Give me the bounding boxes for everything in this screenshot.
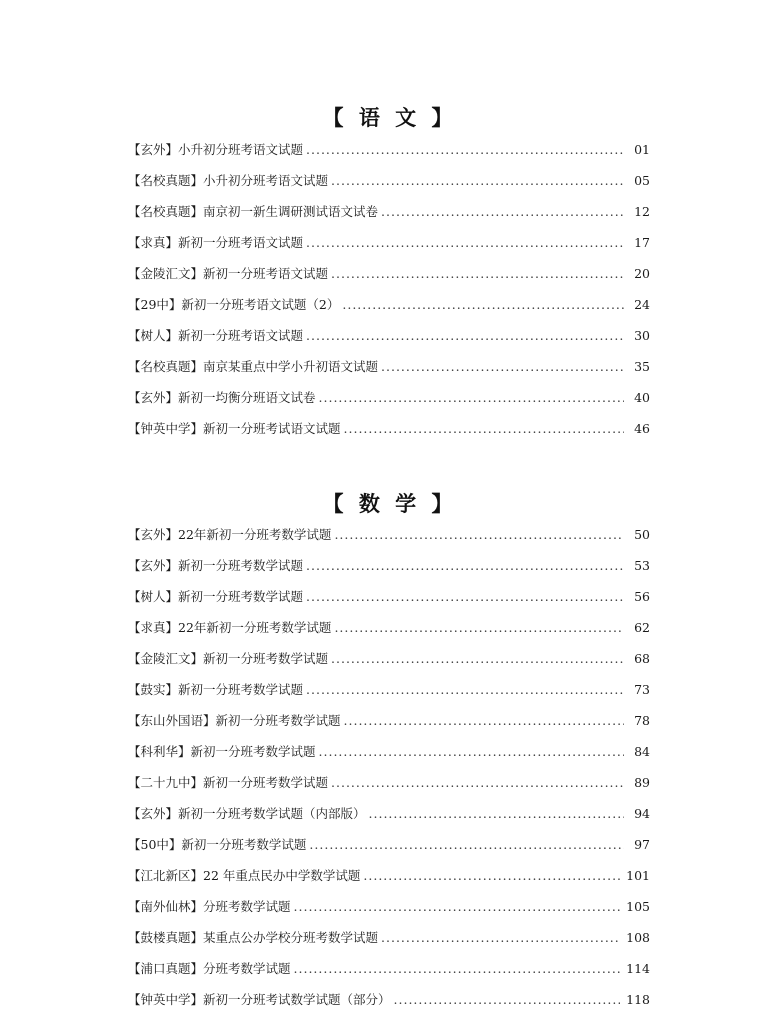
section-heading-math: 【 数 学 】: [322, 492, 457, 516]
toc-entry-source: 【钟英中学】: [128, 421, 204, 436]
toc-entry-title: 南京某重点中学小升初语文试题: [203, 359, 379, 374]
toc-entry-source: 【科利华】: [128, 744, 191, 759]
toc-entry: [128, 419, 650, 450]
toc-entry-page-number: 68: [634, 651, 650, 666]
toc-entry-title: 小升初分班考语文试题: [203, 173, 329, 188]
toc-entry-page-number: 105: [626, 899, 650, 914]
toc-entry-source: 【50中】: [128, 837, 182, 852]
toc-entry-page-number: 89: [634, 775, 650, 790]
toc-entry-title: 新初一分班考数学试题: [190, 744, 316, 759]
toc-dot-leader: [319, 744, 624, 759]
toc-entry: [128, 897, 650, 928]
toc-entry-source: 【鼓实】: [128, 682, 179, 697]
toc-entry-title: 新初一分班考数学试题: [181, 837, 307, 852]
toc-dot-leader: [344, 421, 624, 436]
toc-entry-source: 【江北新区】: [128, 868, 204, 883]
toc-dot-leader: [331, 651, 624, 666]
toc-entry: [128, 773, 650, 804]
toc-dot-leader: [306, 142, 624, 157]
toc-entry: [128, 295, 650, 326]
toc-dot-leader: [331, 173, 624, 188]
toc-entry-page-number: 84: [634, 744, 650, 759]
toc-entry-page-number: 97: [634, 837, 650, 852]
toc-dot-leader: [381, 359, 624, 374]
toc-dot-leader: [294, 961, 621, 976]
toc-entry-source: 【二十九中】: [128, 775, 204, 790]
toc-entry-page-number: 53: [634, 558, 650, 573]
toc-entry-page-number: 01: [634, 142, 650, 157]
toc-entry-source: 【名校真题】: [128, 359, 204, 374]
toc-entry: [128, 202, 650, 233]
toc-dot-leader: [381, 204, 624, 219]
toc-dot-leader: [309, 837, 624, 852]
toc-entry: [128, 649, 650, 680]
toc-entry-title: 22年新初一分班考数学试题: [178, 620, 332, 635]
toc-entry: [128, 990, 650, 1021]
toc-entry: [128, 618, 650, 649]
toc-entry-title: 新初一分班考数学试题: [215, 713, 341, 728]
toc-entry-source: 【29中】: [128, 297, 182, 312]
toc-entry-title: 22 年重点民办中学数学试题: [203, 868, 361, 883]
toc-entry-page-number: 94: [634, 806, 650, 821]
toc-entry: [128, 711, 650, 742]
toc-entry-title: 分班考数学试题: [203, 961, 291, 976]
toc-dot-leader: [306, 235, 624, 250]
toc-entry: [128, 835, 650, 866]
toc-dot-leader: [363, 868, 620, 883]
toc-entry-source: 【玄外】: [128, 390, 179, 405]
toc-entry-title: 分班考数学试题: [203, 899, 291, 914]
toc-entry: [128, 959, 650, 990]
toc-entry-page-number: 12: [634, 204, 650, 219]
section-heading-chinese: 【 语 文 】: [322, 106, 457, 130]
toc-entry-source: 【金陵汇文】: [128, 266, 204, 281]
toc-entry-title: 新初一分班考数学试题（内部版）: [178, 806, 366, 821]
toc-entry-title: 新初一分班考试语文试题: [203, 421, 341, 436]
toc-entry-title: 新初一分班考试数学试题（部分）: [203, 992, 391, 1007]
toc-entry-title: 新初一分班考语文试题: [203, 266, 329, 281]
toc-entry-source: 【名校真题】: [128, 204, 204, 219]
toc-entry-source: 【玄外】: [128, 142, 179, 157]
toc-entry: [128, 388, 650, 419]
toc-dot-leader: [294, 899, 621, 914]
toc-entry: [128, 525, 650, 556]
toc-entry-page-number: 62: [634, 620, 650, 635]
toc-dot-leader: [319, 390, 624, 405]
toc-entry-title: 新初一分班考语文试题: [178, 235, 304, 250]
toc-entry: [128, 357, 650, 388]
toc-entry-source: 【南外仙林】: [128, 899, 204, 914]
toc-entry-page-number: 78: [634, 713, 650, 728]
toc-entry: [128, 680, 650, 711]
toc-entry-source: 【树人】: [128, 328, 179, 343]
toc-entry-source: 【树人】: [128, 589, 179, 604]
toc-entry-page-number: 73: [634, 682, 650, 697]
toc-entry-title: 南京初一新生调研测试语文试卷: [203, 204, 379, 219]
toc-list-chinese: [128, 140, 650, 450]
toc-dot-leader: [331, 266, 624, 281]
toc-entry-page-number: 50: [634, 527, 650, 542]
toc-dot-leader: [331, 775, 624, 790]
toc-entry-page-number: 35: [634, 359, 650, 374]
toc-entry-page-number: 05: [634, 173, 650, 188]
toc-dot-leader: [394, 992, 621, 1007]
toc-dot-leader: [369, 806, 624, 821]
toc-entry-title: 新初一分班考数学试题: [178, 558, 304, 573]
toc-entry-page-number: 24: [634, 297, 650, 312]
toc-entry-source: 【求真】: [128, 620, 179, 635]
toc-entry-source: 【求真】: [128, 235, 179, 250]
toc-entry-page-number: 114: [626, 961, 650, 976]
toc-entry: [128, 928, 650, 959]
toc-entry-source: 【东山外国语】: [128, 713, 216, 728]
toc-entry-source: 【名校真题】: [128, 173, 204, 188]
toc-entry: [128, 140, 650, 171]
toc-entry-title: 某重点公办学校分班考数学试题: [203, 930, 379, 945]
toc-entry-page-number: 20: [634, 266, 650, 281]
toc-entry-title: 新初一分班考语文试题（2）: [181, 297, 340, 312]
toc-dot-leader: [344, 713, 624, 728]
toc-entry-source: 【玄外】: [128, 527, 179, 542]
toc-entry-source: 【钟英中学】: [128, 992, 204, 1007]
toc-entry: [128, 171, 650, 202]
toc-entry-page-number: 46: [634, 421, 650, 436]
toc-entry-title: 小升初分班考语文试题: [178, 142, 304, 157]
toc-entry-page-number: 101: [626, 868, 650, 883]
toc-entry: [128, 326, 650, 357]
toc-dot-leader: [306, 328, 624, 343]
toc-entry-title: 新初一均衡分班语文试卷: [178, 390, 316, 405]
toc-entry: [128, 556, 650, 587]
toc-entry-page-number: 56: [634, 589, 650, 604]
toc-dot-leader: [381, 930, 620, 945]
toc-entry: [128, 233, 650, 264]
toc-entry-page-number: 17: [634, 235, 650, 250]
toc-entry-source: 【金陵汇文】: [128, 651, 204, 666]
toc-entry-page-number: 108: [626, 930, 650, 945]
toc-dot-leader: [306, 558, 624, 573]
toc-entry: [128, 264, 650, 295]
toc-dot-leader: [306, 682, 624, 697]
toc-entry-title: 新初一分班考数学试题: [203, 775, 329, 790]
toc-entry-source: 【鼓楼真题】: [128, 930, 204, 945]
toc-entry-page-number: 30: [634, 328, 650, 343]
toc-entry-title: 新初一分班考语文试题: [178, 328, 304, 343]
toc-entry: [128, 804, 650, 835]
toc-entry: [128, 742, 650, 773]
toc-dot-leader: [334, 620, 624, 635]
toc-dot-leader: [342, 297, 624, 312]
toc-entry: [128, 587, 650, 618]
toc-entry-title: 22年新初一分班考数学试题: [178, 527, 332, 542]
toc-entry-source: 【玄外】: [128, 806, 179, 821]
toc-entry-page-number: 40: [634, 390, 650, 405]
toc-entry-page-number: 118: [626, 992, 650, 1007]
toc-entry-source: 【浦口真题】: [128, 961, 204, 976]
toc-dot-leader: [334, 527, 624, 542]
toc-entry-source: 【玄外】: [128, 558, 179, 573]
toc-dot-leader: [306, 589, 624, 604]
toc-entry-title: 新初一分班考数学试题: [178, 589, 304, 604]
toc-list-math: [128, 525, 650, 1021]
toc-entry: [128, 866, 650, 897]
toc-entry-title: 新初一分班考数学试题: [203, 651, 329, 666]
toc-entry-title: 新初一分班考数学试题: [178, 682, 304, 697]
